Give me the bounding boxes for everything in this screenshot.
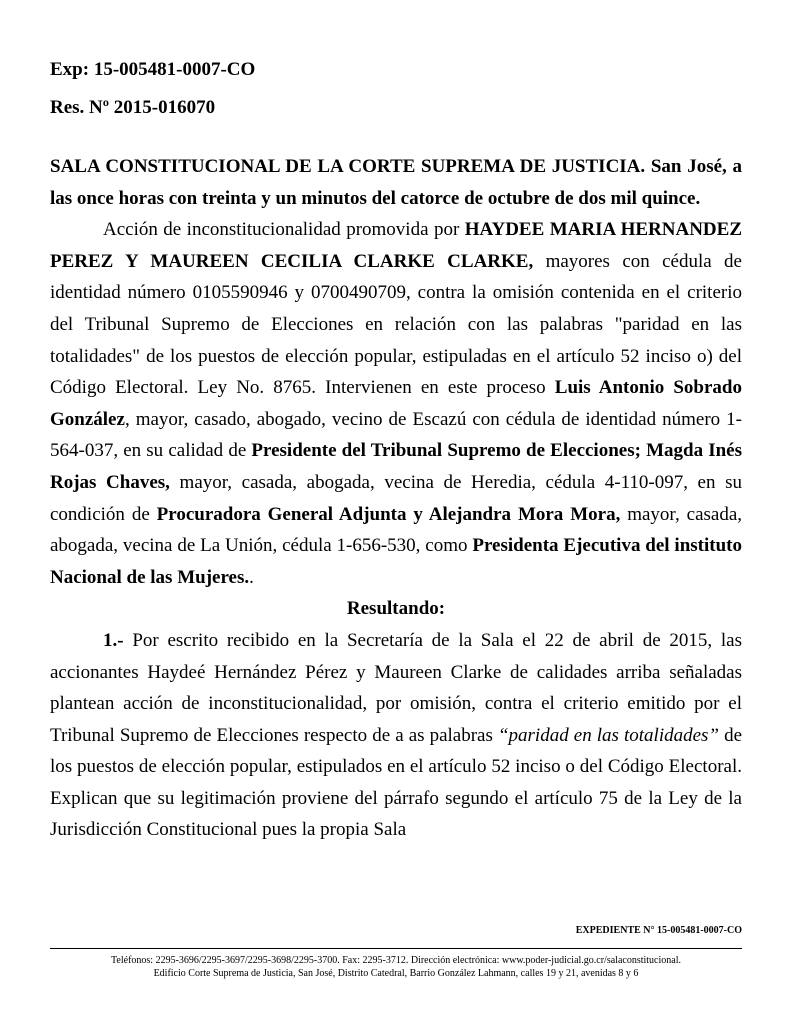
expediente-footer: EXPEDIENTE N° 15-005481-0007-CO (575, 925, 742, 936)
section-heading: Resultando: (346, 598, 446, 620)
page-footer (50, 954, 742, 980)
intervener-role: Presidenta Ejecutiva del instituto Nacional de las Mujeres. (50, 535, 742, 588)
text-run: , mayor, casado, abogado, vecino de Escazú con cédula de identidad número 1-564-037, en su calidad de (50, 408, 742, 462)
text-run: mayor, casada, abogada, vecina de La Unión, cédula 1-656-530, como (50, 503, 743, 557)
text-run: . (249, 566, 254, 588)
footer-contact-line: Teléfonos: 2295-3696/2295-3697/2295-3698/2295-3700. Fax: 2295-3712. Dirección electrónica: www.poder-judicial.go.cr/salaconstitucional. (111, 955, 681, 966)
document-body (50, 151, 742, 846)
plaintiffs-names: HAYDEE MARIA HERNANDEZ PEREZ Y MAUREEN CECILIA CLARKE CLARKE, (50, 219, 743, 272)
resultando-paragraph-1 (50, 625, 742, 846)
text-run: Por escrito recibido en la Secretaría de la Sala el 22 de abril de 2015, las accionantes Haydeé Hernández Pérez y Maureen Clarke de calidades arriba señaladas plantean acción de inconstitucionalidad, por omisión, contra el criterio emitido por el Tribunal Supremo de Elecciones respecto de a as palabras (50, 629, 742, 746)
action-paragraph (50, 214, 742, 593)
court-heading-paragraph (50, 151, 742, 214)
footer-divider (50, 948, 742, 949)
case-number: Exp: 15-005481-0007-CO (50, 59, 256, 80)
text-run: mayor, casada, abogada, vecina de Heredia, cédula 4-110-097, en su condición de (50, 471, 742, 525)
text-run: de los puestos de elección popular, estipulados en el artículo 52 inciso o del Código Electoral. Explican que su legitimación proviene del párrafo segundo el artículo 75 de la Ley de la Jurisdicción Constitucional pues la propia Sala (50, 724, 742, 841)
intervener-role: Procuradora General Adjunta y Alejandra Mora Mora, (156, 503, 621, 525)
text-run: mayores con cédula de identidad número 0105590946 y 0700490709, contra la omisión contenida en el criterio del Tribunal Supremo de Elecciones en relación con las palabras "paridad en las totalidades" de los puestos de elección popular, estipuladas en el artículo 52 inciso o) del Código Electoral. Ley No. 8765. Intervienen en este proceso (50, 250, 742, 399)
court-name: SALA CONSTITUCIONAL DE LA CORTE SUPREMA DE JUSTICIA. (50, 156, 646, 177)
intervener-name: Luis Antonio Sobrado González (50, 377, 742, 430)
footer-address-line: Edificio Corte Suprema de Justicia, San José, Distrito Catedral, Barrio González Lahmann, calles 19 y 21, avenidas 8 y 6 (153, 968, 639, 979)
text-run: Acción de inconstitucionalidad promovida por (103, 219, 465, 241)
paragraph-number: 1.- (103, 629, 124, 651)
resolution-number: Res. Nº 2015-016070 (50, 97, 216, 118)
intervener-role: Presidente del Tribunal Supremo de Elecciones; Magda Inés Rojas Chaves, (50, 440, 742, 493)
court-date: San José, a las once horas con treinta y un minutos del catorce de octubre de dos mil quince. (50, 156, 742, 209)
quoted-phrase: “paridad en las totalidades” (497, 724, 719, 746)
